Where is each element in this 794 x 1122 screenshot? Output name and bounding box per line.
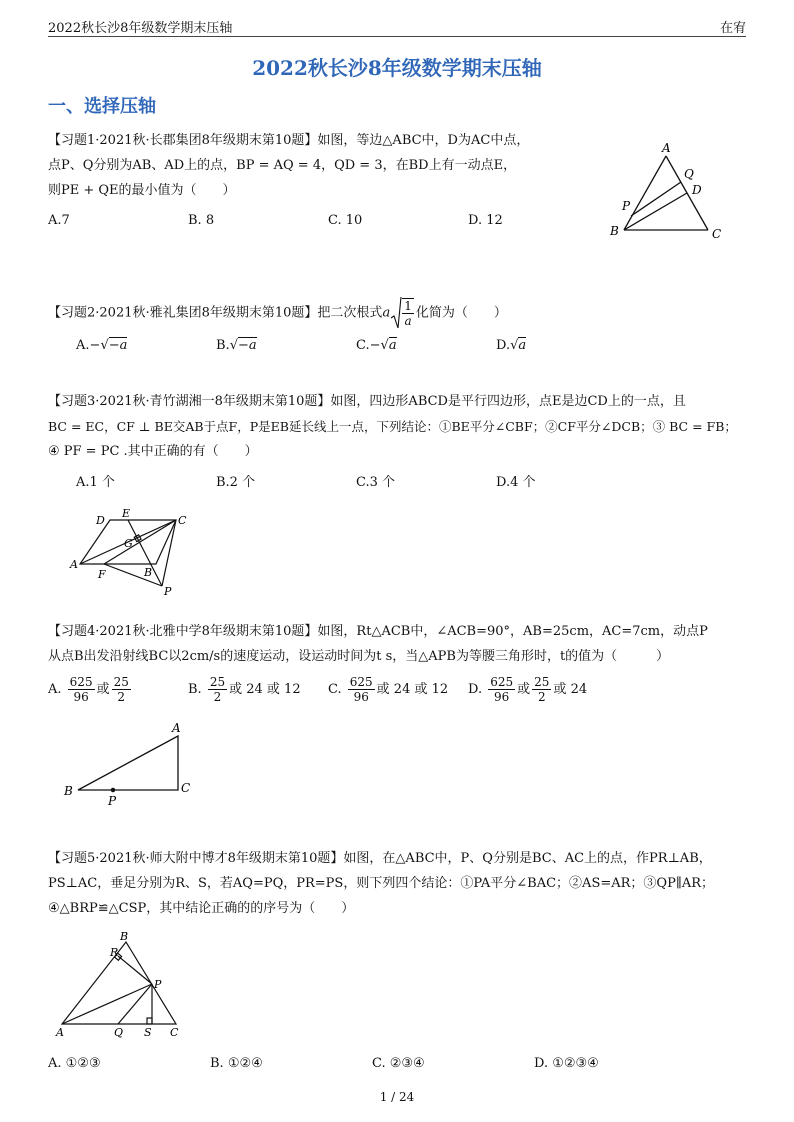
label-q: Q — [684, 167, 694, 181]
question-5-option-d[interactable]: D. ①②③④ — [534, 1056, 599, 1071]
page-title: 2022秋长沙8年级数学期末压轴 — [252, 56, 542, 80]
segment-cp — [162, 520, 176, 586]
fraction: $\frac{25}{2}$ — [209, 675, 226, 704]
segment-ap — [62, 984, 152, 1024]
fraction: $\frac{625}{96}$ — [490, 675, 514, 704]
segment-ab — [624, 156, 666, 230]
right-angle-mark — [147, 1018, 152, 1024]
label-e: E — [122, 507, 131, 520]
triangle-abc — [78, 736, 178, 790]
question-1-figure — [600, 138, 740, 246]
header-author: 在宥 — [719, 21, 746, 36]
label-g: G — [124, 537, 133, 550]
radical-sign-icon: √ — [510, 338, 519, 353]
segment-pr — [118, 956, 152, 984]
question-2-option-b[interactable]: B.√−a — [216, 338, 257, 353]
question-4-figure — [60, 720, 200, 810]
question-1-option-b[interactable]: B. 8 — [188, 213, 215, 228]
label-d: D — [96, 514, 105, 527]
header-title: 2022秋长沙8年级数学期末压轴 — [48, 21, 233, 36]
label-s: S — [144, 1026, 152, 1039]
label-a: A — [70, 558, 78, 571]
label-a: A — [56, 1026, 64, 1039]
label-f: F — [98, 568, 106, 581]
question-5-line: ④△BRP≌△CSP，其中结论正确的的序号为（ ） — [48, 901, 355, 916]
label-c: C — [178, 514, 187, 527]
label-d: D — [692, 183, 702, 197]
label-c: C — [181, 781, 191, 795]
question-1-text — [48, 128, 588, 203]
question-1-line: 则PE + QE的最小值为（ ） — [48, 183, 236, 198]
radical-sign-icon: √ — [100, 338, 109, 353]
question-2-lead: 【习题2·2021秋·雅礼集团8年级期末第10题】把二次根式 — [48, 305, 383, 321]
label-p: P — [154, 978, 162, 991]
label-b: B — [64, 784, 73, 798]
question-3-text — [48, 389, 748, 464]
fraction: $\frac{25}{2}$ — [113, 675, 129, 704]
question-4-option-a[interactable]: A. $\frac{625}{96}$ 或 $\frac{25}{2}$ — [48, 675, 129, 704]
question-4-text — [48, 619, 748, 669]
question-3-line: BC = EC，CF ⊥ BE交AB于点F，P是EB延长线上一点，下列结论：①BE平分∠CBF；②CF平分∠DCB；③ BC = FB； — [48, 419, 737, 434]
segment-cf — [104, 520, 176, 564]
section-heading: 一、选择压轴 — [48, 96, 156, 117]
radical-sign-icon: √ — [380, 338, 389, 353]
radical-sign-icon: √ — [229, 338, 238, 353]
question-4-line: 从点B出发沿射线BC以2cm/s的速度运动，设运动时间为t s，当△APB为等腰三角形时，t的值为（ ） — [48, 649, 670, 664]
label-b: B — [610, 224, 619, 238]
question-3-line: 【习题3·2021秋·青竹湖湘一8年级期末第10题】如图，四边形ABCD是平行四边形，点E是边CD上的一点，且 — [48, 394, 686, 409]
question-3-option-c[interactable]: C.3 个 — [356, 475, 396, 490]
fraction: $\frac{625}{96}$ — [349, 675, 373, 704]
question-5-text — [48, 846, 748, 921]
label-b: B — [120, 930, 129, 943]
label-a: A — [172, 721, 181, 735]
question-2-tail: 化简为（ ） — [415, 305, 507, 321]
label-p: P — [108, 794, 117, 808]
segment-bd — [624, 193, 687, 230]
question-3-figure — [66, 506, 196, 598]
question-2-option-d[interactable]: D.√a — [496, 338, 527, 353]
question-5-line: PS⊥AC，垂足分别为R、S，若AQ=PQ，PR=PS，则下列四个结论：①PA平分∠BAC；②AS=AR；③QP∥AR； — [48, 876, 715, 891]
question-5-option-c[interactable]: C. ②③④ — [372, 1056, 425, 1071]
question-1-option-a[interactable]: A.7 — [48, 213, 70, 228]
page-number: 1 / 24 — [379, 1090, 415, 1104]
question-3-option-b[interactable]: B.2 个 — [216, 475, 256, 490]
page-header — [48, 14, 746, 37]
label-b: B — [144, 566, 153, 579]
fraction: $\frac{625}{96}$ — [69, 675, 93, 704]
question-3-option-d[interactable]: D.4 个 — [496, 475, 536, 490]
label-r: R — [110, 946, 119, 959]
question-4-option-d[interactable]: D. $\frac{625}{96}$ 或 $\frac{25}{2}$ 或 24 — [468, 675, 588, 704]
question-5-option-b[interactable]: B. ①②④ — [210, 1056, 263, 1071]
question-3-option-a[interactable]: A.1 个 — [76, 475, 115, 490]
label-a: A — [662, 141, 671, 155]
question-1-option-d[interactable]: D. 12 — [468, 213, 503, 228]
segment-fp — [104, 564, 162, 586]
fraction: $\frac{25}{2}$ — [534, 675, 550, 704]
label-c: C — [712, 227, 722, 241]
question-1-option-c[interactable]: C. 10 — [328, 213, 363, 228]
label-c: C — [170, 1026, 179, 1039]
question-1-line: 点P、Q分别为AB、AD上的点，BP = AQ = 4，QD = 3，在BD上有一动点E， — [48, 158, 517, 173]
label-q: Q — [114, 1026, 124, 1039]
question-2-option-a[interactable]: A.−√−a — [76, 338, 128, 353]
question-4-line: 【习题4·2021秋·北雅中学8年级期末第10题】如图，Rt△ACB中，∠ACB=90°，AB=25cm，AC=7cm，动点P — [48, 624, 708, 639]
question-2-text — [48, 296, 507, 330]
question-5-option-a[interactable]: A. ①②③ — [48, 1056, 101, 1071]
question-5-figure — [48, 930, 198, 1042]
question-4-option-b[interactable]: B. $\frac{25}{2}$ 或 24 或 12 — [188, 675, 301, 704]
question-1-line: 【习题1·2021秋·长郡集团8年级期末第10题】如图，等边△ABC中，D为AC中点， — [48, 133, 530, 148]
radical-coefficient: a — [382, 305, 391, 321]
radical-fraction: $\frac{1}{a}$ — [404, 299, 412, 328]
question-5-line: 【习题5·2021秋·师大附中博才8年级期末第10题】如图，在△ABC中，P、Q分别是BC、AC上的点，作PR⊥AB， — [48, 851, 712, 866]
point-p — [111, 788, 114, 791]
question-3-line: ④ PF = PC .其中正确的有（ ） — [48, 444, 258, 459]
label-p: P — [622, 199, 631, 213]
label-p: P — [164, 585, 172, 598]
radical-sign-icon — [390, 296, 402, 330]
question-4-option-c[interactable]: C. $\frac{625}{96}$ 或 24 或 12 — [328, 675, 449, 704]
question-2-option-c[interactable]: C.−√a — [356, 338, 397, 353]
